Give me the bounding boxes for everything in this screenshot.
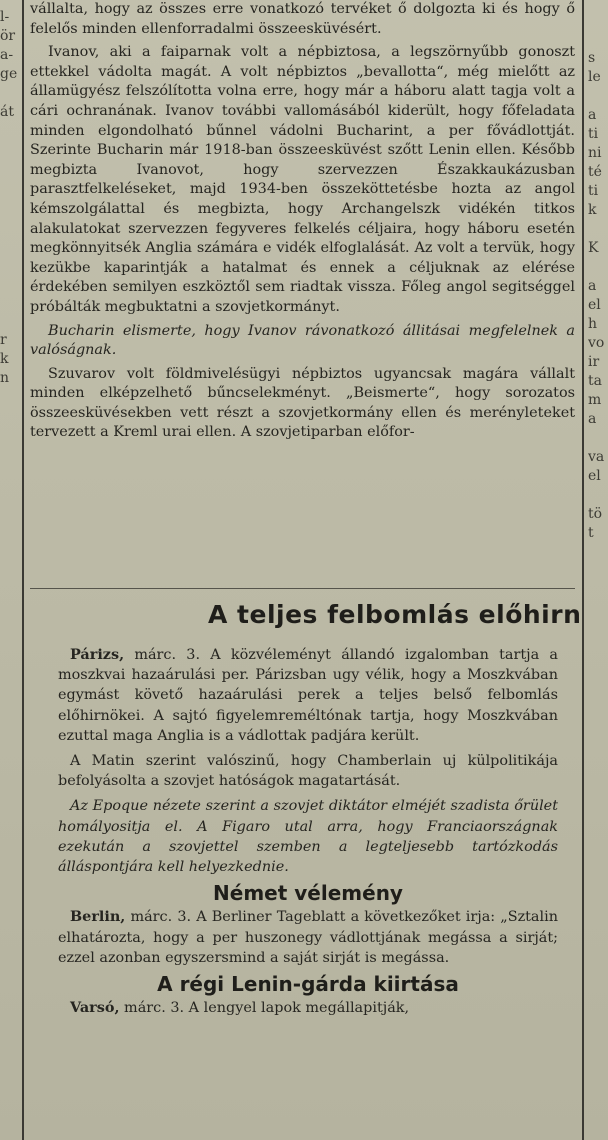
margin-fragment: [0, 255, 20, 274]
margin-fragment: ta: [588, 373, 602, 389]
article-paragraph: Bucharin elismerte, hogy Ivanov rávonatkozó állitásai megfelelnek a valóságnak.: [30, 322, 575, 359]
article-paragraph: Szuvarov volt földmivelésügyi népbiztos ugyancsak magára vállalt minden elképzelhető bűncselekményt. „Beismerte“, hogy sorozatos összeesküvésekben vett részt a szovjetkormány ellen és merényleteket tervezett a Kreml urai ellen. A szovjetiparban előfor-: [30, 365, 575, 441]
margin-fragment: va: [588, 449, 605, 465]
margin-fragment: [0, 312, 20, 331]
article-paragraph: A Matin szerint valószinű, hogy Chamberlain uj külpolitikája befolyásolta a szovjet hatóságok magatartását.: [58, 753, 558, 790]
margin-fragment: [588, 429, 608, 448]
margin-fragment: ör: [0, 28, 16, 44]
margin-fragment: [588, 258, 608, 277]
headline: A teljes felbomlás előhirn: [208, 600, 582, 629]
margin-fragment: [0, 141, 20, 160]
margin-fragment: ir: [588, 354, 600, 370]
subheading: Német vélemény: [213, 881, 403, 906]
left-column-fragments: [0, 8, 20, 426]
margin-fragment: s: [588, 50, 596, 66]
article-paragraph: Berlin, márc. 3. A Berliner Tageblatt a következőket irja: „Sztalin elhatározta, hogy a per huszonegy vádlottjának megássa a sirját; ezzel azonban egyszersmind a saját sirját is megássa.: [58, 908, 558, 966]
margin-fragment: [0, 274, 20, 293]
article-paragraph: Varsó, márc. 3. A lengyel lapok megállapitják,: [70, 999, 410, 1017]
margin-fragment: [0, 388, 20, 407]
margin-fragment: a: [588, 107, 597, 123]
article-bottom: [58, 645, 558, 1023]
margin-fragment: [0, 198, 20, 217]
margin-fragment: [588, 30, 608, 49]
margin-fragment: át: [0, 104, 14, 120]
margin-fragment: el: [588, 468, 601, 484]
margin-fragment: [588, 87, 608, 106]
margin-fragment: a: [588, 411, 597, 427]
margin-fragment: té: [588, 164, 602, 180]
article-paragraph: Az Epoque nézete szerint a szovjet diktátor elméjét szadista őrület homályositja el. A Figaro utal arra, hogy Franciaországnak ezekután a szovjettel szemben a legteljesebb tartózkodás álláspontjára kell helyezkednie.: [58, 798, 558, 876]
margin-fragment: n: [0, 370, 10, 386]
margin-fragment: [0, 236, 20, 255]
margin-fragment: [0, 122, 20, 141]
margin-fragment: tö: [588, 506, 603, 522]
margin-fragment: K: [588, 240, 599, 256]
margin-fragment: [0, 179, 20, 198]
margin-fragment: h: [588, 316, 598, 332]
section-divider: [30, 588, 575, 589]
dateline-place: Berlin,: [70, 908, 126, 926]
margin-fragment: [0, 217, 20, 236]
margin-fragment: le: [588, 69, 601, 85]
margin-fragment: a-: [0, 47, 14, 63]
dateline-place: Párizs,: [70, 646, 125, 663]
margin-fragment: t: [588, 525, 594, 541]
article-paragraph: vállalta, hogy az összes erre vonatkozó tervéket ő dolgozta ki és hogy ő felelős minden ellenforradalmi összeesküvésért.: [30, 1, 575, 37]
margin-fragment: l-: [0, 9, 10, 25]
margin-fragment: el: [588, 297, 601, 313]
article-paragraph: Párizs, márc. 3. A közvéleményt állandó izgalomban tartja a moszkvai hazaárulási per. Párizsban ugy vélik, hogy a Moszkvában egymást követő hazaárulási perek a teljes belső felbomlás előhirnökei. A sajtó figyelemreméltónak tartja, hogy Moszkvában ezuttal maga Anglia is a vádlottak padjára került.: [58, 646, 558, 744]
margin-fragment: [588, 220, 608, 239]
margin-fragment: ni: [588, 145, 602, 161]
left-column-rule: [22, 0, 24, 1140]
margin-fragment: vo: [588, 335, 605, 351]
margin-fragment: ti: [588, 183, 599, 199]
right-column-rule: [582, 0, 584, 1140]
margin-fragment: a: [588, 278, 597, 294]
margin-fragment: ti: [588, 126, 599, 142]
article-paragraph: Ivanov, aki a faiparnak volt a népbiztosa, a legszörnyűbb gonoszt ettekkel vádolta magát. A volt népbiztos „bevallotta“, még mielőtt az államügyész felszólította volna erre, hogy már a háboru alatt tagja volt a cári ochranának. Ivanov további vallomásából kiderült, hogy főfeladata minden elgondolható bűnnel vádolni Bucharint, a per fővádlottját. Szerinte Bucharin már 1918-ban összeesküvést szőtt Lenin ellen. Később megbizta Ivanovot, hogy szervezzen Északkaukázusban parasztfelkeléseket, majd 1934-ben összeköttetésbe hozta az angol kémszolgálattal és megbizta, hogy Archangelszk vidékén titkos alakulatokat szervezzen fegyveres felkelés céljaira, hogy háboru esetén megkönnyitsék Anglia számára e vidék elfoglalását. Az volt a tervük, hogy kezükbe kaparintják a hatalmat és ennek a céljuknak az elérése érdekében semilyen eszköztől sem riadtak vissza. Főleg angol segitséggel próbálták megbuktatni a szovjetkormányt.: [30, 44, 575, 315]
margin-fragment: [0, 407, 20, 426]
subheading: A régi Lenin-gárda kiirtása: [157, 972, 459, 997]
margin-fragment: [588, 486, 608, 505]
margin-fragment: m: [588, 392, 602, 408]
dateline-place: Varsó,: [70, 999, 120, 1017]
margin-fragment: ge: [0, 66, 18, 82]
margin-fragment: [0, 84, 20, 103]
margin-fragment: k: [588, 202, 597, 218]
right-column-fragments: [588, 30, 608, 543]
article-top: [30, 0, 575, 447]
margin-fragment: k: [0, 351, 9, 367]
margin-fragment: r: [0, 332, 7, 348]
margin-fragment: [0, 293, 20, 312]
margin-fragment: [0, 160, 20, 179]
